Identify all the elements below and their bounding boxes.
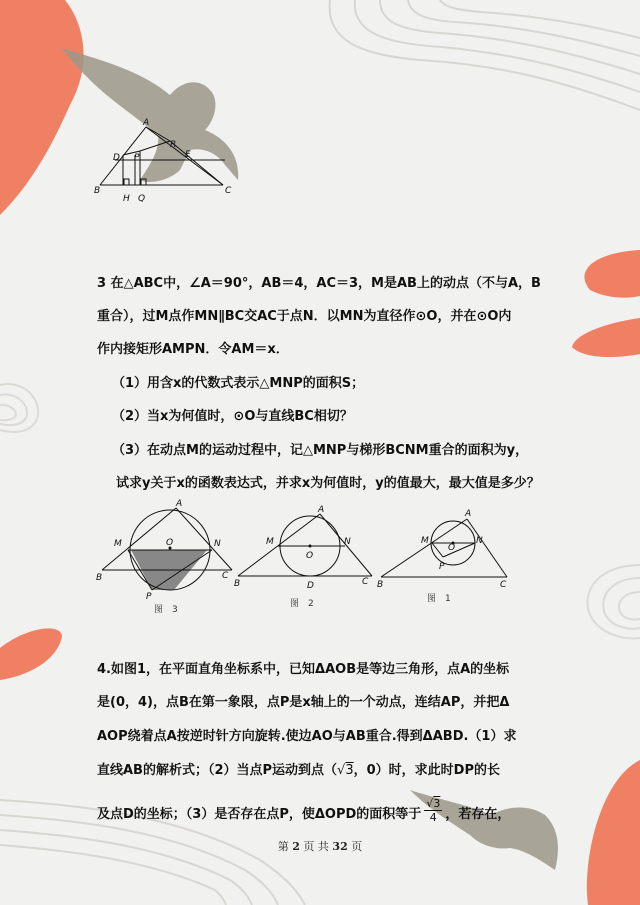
problem4-line4: 直线AB的解析式；（2）当点P运动到点（√3，0）时，求此时DP的长	[97, 763, 500, 778]
fig3-label-p: P	[146, 592, 152, 602]
problem3-line1: 3 在△ABC中，∠A＝90°，AB＝4，AC＝3，M是AB上的动点（不与A，B	[97, 276, 541, 291]
problem3-line3: 作内接矩形AMPN．令AM＝x．	[97, 342, 289, 357]
fig3-label-n: N	[214, 539, 221, 549]
fig2-label-a: A	[318, 505, 325, 515]
figure-3	[94, 498, 239, 616]
decor-cloud-right	[587, 565, 640, 638]
fraction-denominator: 4	[429, 811, 437, 824]
decor-blob-top-left	[0, 0, 84, 215]
problem4-line3: AOP绕着点A按逆时针方向旋转.使边AO与AB重合.得到ΔABD.（1）求	[97, 729, 517, 744]
top-fig-label-c: C	[225, 186, 232, 196]
top-fig-label-b: B	[94, 186, 101, 196]
fig3-label-a: A	[176, 499, 183, 509]
problem3-line2: 重合），过M点作MN∥BC交AC于点N．以MN为直径作⊙O，并在⊙O内	[97, 309, 512, 324]
problem4-line2: 是(0，4)，点B在第一象限，点P是x轴上的一个动点，连结AP，并把Δ	[97, 695, 510, 710]
top-fig-label-a: A	[143, 118, 150, 128]
figure-2	[232, 502, 377, 612]
top-fig-label-h: H	[123, 194, 130, 204]
problem3-question1: （1）用含x的代数式表示△MNP的面积S；	[112, 376, 365, 391]
fraction-numerator: 3	[433, 797, 441, 810]
fig1-label-p: P	[439, 562, 445, 572]
top-fig-label-e: E	[185, 150, 191, 160]
problem3-question3b: 试求y关于x的函数表达式，并求x为何值时，y的值最大，最大值是多少？	[116, 476, 540, 491]
fig1-label-c: C	[500, 580, 507, 590]
fig2-label-n: N	[344, 537, 351, 547]
top-fig-label-q: Q	[138, 194, 146, 204]
fraction: $\frac{√3}{4}$	[426, 797, 441, 824]
sqrt-radicand: 3	[345, 763, 354, 778]
fig1-label-a: A	[465, 509, 472, 519]
fig1-label-b: B	[377, 580, 384, 590]
fig2-label-d: D	[307, 581, 314, 591]
current-page: 2	[292, 840, 300, 853]
fig3-label-m: M	[114, 539, 122, 549]
top-fig-label-d: D	[113, 153, 120, 163]
fig1-label-o: O	[448, 543, 456, 553]
fig1-label-m: M	[421, 536, 429, 546]
fig3-label-c: C	[222, 571, 229, 581]
decor-cloud-left	[0, 384, 38, 432]
problem4-line5: 及点D的坐标；（3）是否存在点P，使ΔOPD的面积等于 $\frac{√3}{4}$ ，若存在，	[97, 797, 511, 824]
top-fig-label-p: P	[134, 153, 140, 163]
decor-waves-top-right	[330, 0, 640, 110]
problem4-line1: 4.如图1，在平面直角坐标系中，已知ΔAOB是等边三角形，点A的坐标	[97, 662, 510, 677]
fig1-caption: 图 1	[427, 594, 451, 604]
fig3-label-o: O	[166, 538, 174, 548]
fig3-caption: 图 3	[154, 605, 178, 615]
fig1-label-n: N	[476, 536, 483, 546]
fig2-caption: 图 2	[290, 599, 314, 609]
decor-blob-bottom-right	[587, 760, 640, 905]
problem3-question2: （2）当x为何值时，⊙O与直线BC相切？	[112, 409, 353, 424]
fig2-label-o: O	[306, 551, 314, 561]
top-geometry-figure	[90, 115, 240, 210]
decor-blob-bottom-left	[0, 628, 62, 680]
sqrt-symbol: √	[337, 763, 346, 778]
total-pages: 32	[332, 840, 348, 853]
fig2-label-c: C	[362, 577, 369, 587]
figure-1	[375, 505, 520, 607]
fig2-label-b: B	[234, 579, 241, 589]
top-fig-label-r: R	[170, 140, 177, 150]
fig3-label-b: B	[96, 573, 103, 583]
problem3-question3a: （3）在动点M的运动过程中，记△MNP与梯形BCNM重合的面积为y，	[112, 443, 529, 458]
page-footer: 第 2 页 共 32 页	[277, 840, 363, 853]
fig2-label-m: M	[266, 537, 274, 547]
